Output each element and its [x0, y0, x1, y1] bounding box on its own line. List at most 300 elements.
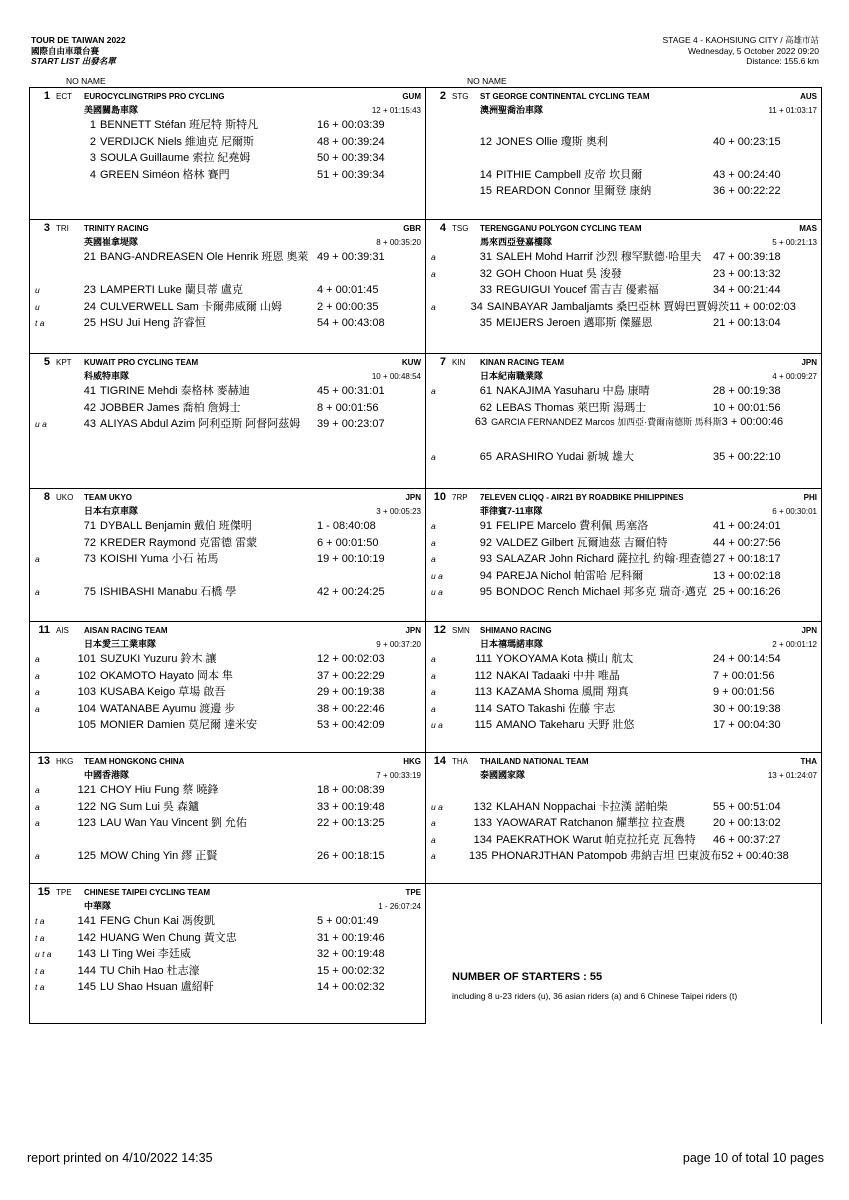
column-header-left: NO NAME	[66, 76, 106, 86]
rider-gc-time: 24 + 00:14:54	[713, 653, 781, 665]
team-subheader	[426, 369, 821, 382]
rider-name: SUZUKI Yuzuru 鈴木 讓	[100, 653, 217, 665]
rider-flags: t a	[35, 916, 45, 926]
rider-name: BONDOC Rench Michael 邦多克 瑞奇·邁克	[496, 586, 707, 598]
team-row	[30, 753, 822, 884]
team-subheader	[30, 103, 425, 116]
rider-row	[426, 650, 821, 667]
rider-number: 34	[470, 300, 483, 313]
rider-row	[30, 116, 425, 133]
rider-flags: a	[431, 818, 436, 828]
rider-gc-time: 53 + 00:42:09	[317, 719, 385, 731]
team-number: 13	[37, 755, 50, 767]
rider-row	[30, 583, 425, 600]
rider-flags: t a	[35, 318, 45, 328]
rider-number: 65	[479, 451, 492, 463]
rider-row	[30, 929, 425, 946]
rider-number: 41	[83, 385, 96, 397]
rider-number: 2	[89, 135, 96, 148]
rider-name: NG Sum Lui 吳 森鑪	[100, 800, 200, 813]
team-name: TEAM UKYO	[84, 493, 132, 502]
team-block	[426, 220, 822, 354]
rider-row	[426, 517, 821, 534]
rider-flags: a	[35, 670, 40, 681]
rider-gc-time: 23 + 00:13:32	[713, 267, 781, 280]
team-gc-time: 1 - 26:07:24	[378, 902, 421, 911]
rider-name: GREEN Siméon 格林 賽門	[100, 168, 230, 181]
team-block	[30, 622, 426, 753]
rider-name: ARASHIRO Yudai 新城 雄大	[496, 451, 634, 463]
team-number: 12	[433, 624, 446, 636]
team-gc-time: 2 + 00:01:12	[772, 640, 817, 649]
team-block	[30, 753, 426, 884]
team-name-cn: 中華隊	[84, 901, 112, 911]
team-header	[426, 90, 821, 103]
rider-gc-time: 49 + 00:39:31	[317, 251, 385, 263]
rider-gc-time: 39 + 00:23:07	[317, 418, 385, 430]
team-name-cn: 中國香港隊	[84, 770, 130, 780]
team-block	[30, 88, 426, 220]
rider-number: 63	[474, 416, 488, 428]
team-name: CHINESE TAIPEI CYCLING TEAM	[84, 888, 211, 897]
team-code: TRI	[56, 224, 69, 233]
rider-gc-time: 36 + 00:22:22	[713, 185, 781, 197]
rider-flags: a	[431, 386, 436, 396]
list-title-cn: 出發名單	[81, 56, 116, 66]
rider-row	[30, 149, 425, 166]
team-row	[30, 489, 822, 622]
rider-name: KLAHAN Noppachai 卡拉漢 諾帕柴	[496, 800, 668, 813]
rider-name: LAMPERTI Luke 蘭貝蒂 盧克	[100, 284, 243, 296]
rider-flags: a	[35, 687, 40, 697]
rider-flags: a	[35, 785, 40, 795]
rider-row	[30, 650, 425, 667]
rider-flags: u	[35, 301, 40, 312]
team-name-cn: 泰國國家隊	[480, 770, 526, 780]
rider-name: REGUIGUI Youcef 雷吉吉 優素福	[496, 284, 659, 296]
rider-flags: a	[431, 268, 436, 279]
rider-name: CHOY Hiu Fung 蔡 曉鋒	[100, 784, 219, 796]
rider-name: PITHIE Campbell 皮帝 坎貝爾	[496, 168, 643, 181]
team-name: TEAM HONGKONG CHINA	[84, 757, 185, 766]
rider-row	[426, 133, 821, 150]
team-number: 11	[38, 624, 50, 636]
rider-gc-time: 47 + 00:39:18	[713, 251, 781, 263]
rider-flags: u a	[431, 720, 443, 730]
rider-flags: a	[431, 851, 436, 861]
rider-row	[426, 667, 821, 684]
rider-flags: a	[35, 587, 40, 597]
rider-name: YOKOYAMA Kota 橫山 航太	[496, 653, 634, 665]
rider-gc-time: 15 + 00:02:32	[317, 964, 385, 977]
rider-name: SATO Takashi 佐藤 宇志	[496, 702, 616, 715]
rider-name: YAOWARAT Ratchanon 耀華拉 拉查農	[496, 817, 686, 829]
rider-row	[30, 133, 425, 150]
team-name: TRINITY RACING	[84, 224, 149, 233]
rider-row	[426, 265, 821, 282]
rider-gc-time: 21 + 00:13:04	[713, 317, 781, 329]
rider-flags: a	[35, 818, 40, 828]
rider-name: VALDEZ Gilbert 瓦爾迪茲 吉爾伯特	[496, 536, 668, 549]
rider-name: PAEKRATHOK Warut 帕克拉托克 瓦魯特	[496, 833, 696, 846]
rider-number: 94	[479, 569, 492, 582]
team-nation: GBR	[403, 224, 421, 233]
rider-flags: a	[431, 521, 436, 531]
rider-gc-time: 45 + 00:31:01	[317, 385, 385, 397]
rider-row	[30, 814, 425, 831]
rider-row	[426, 432, 821, 449]
rider-row	[30, 281, 425, 298]
rider-row	[30, 550, 425, 567]
team-name-cn: 日本禧瑪諾車隊	[480, 639, 544, 649]
team-number: 2	[439, 90, 446, 102]
rider-name: ISHIBASHI Manabu 石橋 學	[100, 586, 237, 598]
rider-name: MONIER Damien 莫尼爾 達米安	[100, 719, 258, 731]
rider-number: 21	[83, 251, 96, 263]
team-header	[426, 624, 821, 637]
rider-number: 73	[83, 553, 96, 565]
rider-name: PAREJA Nichol 帕雷哈 尼科爾	[496, 569, 644, 582]
team-block	[30, 220, 426, 354]
team-code: UKO	[56, 493, 74, 502]
team-code: AIS	[56, 626, 69, 635]
team-block	[426, 753, 822, 884]
team-code: SMN	[452, 626, 470, 635]
rider-flags: t a	[35, 965, 45, 976]
rider-row	[30, 912, 425, 929]
rider-name: OKAMOTO Hayato 岡本 隼	[100, 669, 234, 682]
rider-row	[30, 700, 425, 717]
rider-name: VERDIJCK Niels 維迪克 尼爾斯	[100, 135, 255, 148]
rider-gc-time: 20 + 00:13:02	[713, 817, 781, 829]
rider-name: KAZAMA Shoma 風間 翔真	[496, 686, 629, 698]
footer-page: page 10 of total 10 pages	[682, 1151, 824, 1165]
team-code: ECT	[56, 92, 72, 101]
team-subheader	[426, 768, 821, 781]
rider-name: JOBBER James 喬柏 詹姆士	[100, 401, 241, 414]
event-title-cn: 國際自由車環台賽	[31, 45, 100, 56]
rider-flags: a	[431, 537, 436, 548]
rider-name: TIGRINE Mehdi 泰格林 麥赫迪	[100, 385, 250, 397]
rider-number: 4	[89, 168, 96, 181]
rider-number: 125	[77, 850, 96, 862]
rider-row	[30, 683, 425, 700]
team-subheader	[426, 235, 821, 248]
rider-name: REARDON Connor 里爾登 康納	[496, 185, 652, 197]
rider-name: PHONARJTHAN Patompob 弗納吉坦 巴東波布	[491, 850, 722, 862]
rider-name: KREDER Raymond 克雷德 雷蒙	[100, 536, 258, 549]
team-header	[30, 755, 425, 768]
rider-flags: a	[431, 252, 436, 262]
rider-gc-time: 55 + 00:51:04	[713, 800, 781, 813]
rider-row	[30, 847, 425, 864]
team-gc-time: 9 + 00:37:20	[376, 640, 421, 649]
team-number: 14	[433, 755, 446, 767]
team-row	[30, 220, 822, 354]
rider-number: 105	[77, 719, 96, 731]
rider-name: FENG Chun Kai 馮俊凱	[100, 915, 215, 927]
rider-name: AMANO Takeharu 天野 壯悠	[496, 719, 635, 731]
team-subheader	[30, 504, 425, 517]
team-number: 8	[43, 491, 50, 503]
rider-row	[30, 667, 425, 684]
rider-number: 141	[77, 915, 96, 927]
rider-row	[30, 248, 425, 265]
rider-row	[426, 281, 821, 298]
rider-gc-time: 52 + 00:40:38	[721, 850, 789, 862]
rider-row	[426, 798, 821, 815]
rider-gc-time: 50 + 00:39:34	[317, 152, 385, 164]
rider-gc-time: 22 + 00:13:25	[317, 817, 385, 829]
rider-number: 25	[83, 317, 96, 329]
team-name: SHIMANO RACING	[480, 626, 552, 635]
rider-gc-time: 1 - 08:40:08	[317, 520, 376, 532]
team-subheader	[30, 899, 425, 912]
rider-number: 3	[89, 152, 96, 164]
team-number: 3	[43, 222, 50, 234]
rider-gc-time: 40 + 00:23:15	[713, 135, 781, 148]
rider-number: 104	[77, 702, 96, 715]
team-row	[30, 884, 822, 1024]
rider-name: NAKAI Tadaaki 中井 唯晶	[496, 669, 620, 682]
rider-row	[30, 831, 425, 848]
rider-gc-time: 8 + 00:01:56	[317, 401, 379, 414]
rider-flags: a	[35, 703, 40, 714]
rider-name: SAINBAYAR Jambaljamts 桑巴亞林 賈姆巴賈姆茨	[486, 300, 730, 313]
rider-flags: a	[35, 554, 40, 564]
rider-name: BENNETT Stéfan 班尼特 斯特凡	[100, 119, 259, 131]
team-code: 7RP	[452, 493, 468, 502]
team-name: ST GEORGE CONTINENTAL CYCLING TEAM	[480, 92, 650, 101]
rider-number: 132	[473, 800, 492, 813]
team-nation: TPE	[405, 888, 421, 897]
team-block	[30, 489, 426, 622]
rider-number: 62	[479, 401, 492, 414]
rider-number: 101	[77, 653, 96, 665]
rider-number: 32	[479, 267, 492, 280]
start-list-grid	[29, 87, 822, 1024]
event-title: TOUR DE TAIWAN 2022	[31, 35, 126, 45]
rider-number: 133	[473, 817, 492, 829]
rider-row	[426, 781, 821, 798]
team-nation: PHI	[803, 493, 817, 502]
rider-name: SOULA Guillaume 索拉 紀堯姆	[100, 152, 251, 164]
rider-number: 75	[83, 586, 96, 598]
team-header	[30, 624, 425, 637]
team-header	[30, 491, 425, 504]
rider-row	[426, 166, 821, 183]
rider-number: 92	[479, 536, 492, 549]
rider-row	[30, 716, 425, 733]
rider-gc-time: 16 + 00:03:39	[317, 119, 385, 131]
team-name: AISAN RACING TEAM	[84, 626, 168, 635]
rider-flags: a	[431, 301, 436, 312]
team-row	[30, 354, 822, 489]
team-subheader	[30, 637, 425, 650]
rider-number: 123	[77, 817, 96, 829]
team-header	[426, 491, 821, 504]
rider-flags: a	[431, 834, 436, 845]
team-code: THA	[452, 757, 468, 766]
stage-title: STAGE 4 - KAOHSIUNG CITY / 高雄市站	[662, 35, 819, 45]
rider-gc-time: 46 + 00:37:27	[713, 833, 781, 846]
rider-flags: a	[431, 687, 436, 697]
team-nation: MAS	[799, 224, 817, 233]
rider-gc-time: 32 + 00:19:48	[317, 948, 385, 960]
rider-row	[30, 567, 425, 584]
list-title-line	[31, 56, 126, 67]
rider-row	[426, 550, 821, 567]
rider-number: 61	[479, 385, 492, 397]
rider-row	[426, 149, 821, 166]
rider-row	[426, 415, 821, 432]
rider-gc-time: 37 + 00:22:29	[317, 669, 385, 682]
rider-number: 95	[479, 586, 492, 598]
rider-name: JONES Ollie 瓊斯 奧利	[496, 135, 608, 148]
rider-name: ALIYAS Abdul Azim 阿利亞斯 阿督阿茲姆	[100, 418, 301, 430]
team-name-cn: 澳洲聖喬治車隊	[480, 105, 544, 115]
rider-row	[30, 314, 425, 331]
team-subheader	[426, 504, 821, 517]
rider-row	[426, 683, 821, 700]
team-block	[30, 354, 426, 489]
rider-gc-time: 6 + 00:01:50	[317, 536, 379, 549]
rider-row	[426, 583, 821, 600]
rider-flags: u a	[35, 419, 47, 429]
rider-number: 72	[83, 536, 96, 549]
header-left	[31, 35, 126, 67]
rider-name: MOW Ching Yin 繆 正賢	[100, 850, 218, 862]
team-name: 7ELEVEN CLIQQ - AIR21 BY ROADBIKE PHILIPPINES	[480, 493, 684, 502]
team-gc-time: 13 + 01:24:07	[767, 771, 817, 780]
rider-row	[426, 182, 821, 199]
team-gc-time: 10 + 00:48:54	[371, 372, 421, 381]
rider-number: 42	[83, 401, 96, 414]
rider-row	[30, 962, 425, 979]
rider-name: WATANABE Ayumu 渡邊 步	[100, 702, 236, 715]
starters-count: NUMBER OF STARTERS : 55	[452, 971, 603, 983]
rider-gc-time: 12 + 00:02:03	[317, 653, 385, 665]
rider-row	[30, 517, 425, 534]
team-block	[426, 622, 822, 753]
team-subheader	[30, 235, 425, 248]
team-nation: JPN	[405, 493, 421, 502]
team-name-cn: 英國崔拿堤隊	[84, 237, 139, 247]
team-code: KIN	[452, 358, 466, 367]
rider-name: HUANG Wen Chung 黃文忠	[100, 931, 237, 944]
rider-number: 121	[77, 784, 96, 796]
rider-number: 71	[83, 520, 96, 532]
rider-name: MEIJERS Jeroen 邁耶斯 傑羅恩	[496, 317, 653, 329]
rider-flags: a	[35, 851, 40, 861]
rider-number: 15	[479, 185, 492, 197]
rider-number: 134	[473, 833, 492, 846]
rider-gc-time: 10 + 00:01:56	[713, 401, 781, 414]
team-gc-time: 7 + 00:33:19	[376, 771, 421, 780]
rider-name: NAKAJIMA Yasuharu 中島 康晴	[496, 385, 650, 397]
starters-note: including 8 u-23 riders (u), 36 asian riders (a) and 6 Chinese Taipei riders (t)	[452, 991, 738, 1001]
rider-flags: u a	[431, 801, 443, 812]
rider-name: LAU Wan Yau Vincent 劉 允佑	[100, 817, 247, 829]
rider-number: 111	[475, 653, 492, 665]
rider-gc-time: 33 + 00:19:48	[317, 800, 385, 813]
rider-flags: t a	[35, 932, 45, 943]
team-gc-time: 12 + 01:15:43	[371, 106, 421, 115]
rider-number: 143	[77, 948, 96, 960]
rider-gc-time: 26 + 00:18:15	[317, 850, 385, 862]
rider-gc-time: 2 + 00:00:35	[317, 300, 379, 313]
team-subheader	[426, 637, 821, 650]
rider-row	[426, 814, 821, 831]
rider-gc-time: 43 + 00:24:40	[713, 168, 781, 181]
team-name-cn: 馬來西亞登嘉樓隊	[480, 237, 553, 247]
rider-row	[426, 831, 821, 848]
rider-row	[426, 534, 821, 551]
rider-row	[30, 298, 425, 315]
rider-gc-time: 29 + 00:19:38	[317, 686, 385, 698]
rider-gc-time: 14 + 00:02:32	[317, 981, 385, 993]
rider-name: LEBAS Thomas 萊巴斯 湯瑪士	[496, 401, 647, 414]
team-code: TSG	[452, 224, 469, 233]
rider-number: 102	[77, 669, 96, 682]
team-number: 15	[37, 886, 50, 898]
rider-number: 24	[83, 300, 96, 313]
team-header	[426, 356, 821, 369]
rider-row	[30, 945, 425, 962]
team-gc-time: 8 + 00:35:20	[376, 238, 421, 247]
header-right	[663, 35, 820, 67]
team-subheader	[30, 369, 425, 382]
rider-number: 113	[474, 686, 492, 698]
rider-flags: u a	[431, 587, 443, 597]
rider-flags: u a	[431, 570, 443, 581]
rider-gc-time: 48 + 00:39:24	[317, 135, 385, 148]
team-block	[30, 884, 426, 1024]
team-nation: KUW	[401, 358, 421, 367]
rider-gc-time: 4 + 00:01:45	[317, 284, 379, 296]
rider-name: LI Ting Wei 李廷威	[100, 948, 191, 960]
column-header-right: NO NAME	[467, 76, 507, 86]
rider-flags: a	[431, 452, 436, 462]
rider-number: 43	[83, 418, 96, 430]
rider-row	[30, 166, 425, 183]
rider-row	[30, 781, 425, 798]
team-name-cn: 日本紀南職業隊	[480, 371, 544, 381]
team-nation: GUM	[402, 92, 421, 101]
rider-flags: a	[431, 654, 436, 664]
team-name: TERENGGANU POLYGON CYCLING TEAM	[480, 224, 642, 233]
rider-flags: a	[431, 703, 436, 714]
rider-row	[30, 978, 425, 995]
team-header	[30, 886, 425, 899]
rider-flags: u t a	[35, 949, 52, 959]
team-subheader	[426, 103, 821, 116]
team-code: STG	[452, 92, 469, 101]
rider-name: FELIPE Marcelo 費利佩 馬塞洛	[496, 520, 649, 532]
rider-row	[426, 847, 821, 864]
team-block	[426, 354, 822, 489]
rider-row	[30, 798, 425, 815]
team-number: 10	[433, 491, 446, 503]
rider-gc-time: 25 + 00:16:26	[713, 586, 781, 598]
rider-gc-time: 41 + 00:24:01	[713, 520, 781, 532]
rider-gc-time: 18 + 00:08:39	[317, 784, 385, 796]
team-row	[30, 88, 822, 220]
rider-gc-time: 28 + 00:19:38	[713, 385, 781, 397]
rider-gc-time: 13 + 00:02:18	[713, 569, 781, 582]
team-nation: JPN	[405, 626, 421, 635]
team-code: KPT	[56, 358, 72, 367]
